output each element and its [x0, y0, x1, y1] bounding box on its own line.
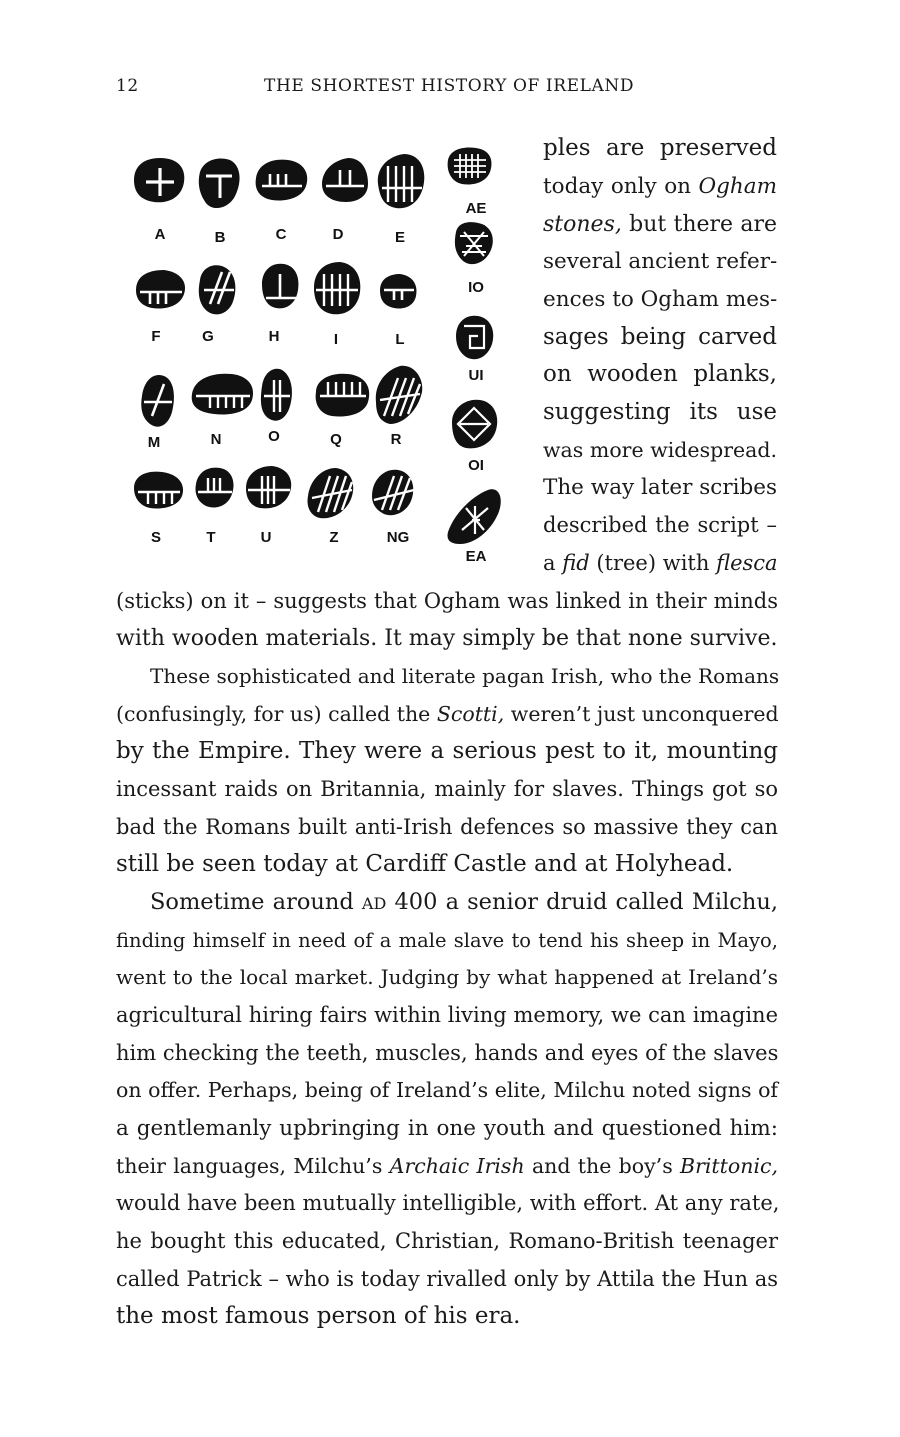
text-line: (sticks) on it – suggests that Ogham was linked in their minds	[116, 589, 778, 613]
ogham-label-d: D	[332, 226, 344, 243]
ogham-stone-h	[262, 264, 298, 309]
text-line: sages being carved	[543, 324, 777, 350]
text-line: was more widespread.	[543, 438, 777, 462]
text-line: bad the Romans built anti-Irish defences so massive they can	[116, 815, 778, 839]
ogham-stone-i	[314, 262, 360, 314]
ogham-stone-s	[134, 472, 183, 509]
ogham-label-b: B	[214, 229, 226, 246]
ogham-stones-illustration	[126, 140, 526, 580]
ogham-stone-ui	[456, 316, 493, 360]
text-line: incessant raids on Britannia, mainly for slaves. Things got so	[116, 777, 778, 801]
text-line: by the Empire. They were a serious pest to it, mounting	[116, 738, 778, 764]
text-line: The way later scribes	[543, 475, 777, 500]
text-line: suggesting its use	[543, 399, 777, 425]
ogham-stone-q	[316, 374, 370, 417]
text-line: (confusingly, for us) called the Scotti, weren’t just unconquered	[116, 702, 779, 726]
ogham-label-ea: EA	[465, 548, 487, 565]
ogham-label-u: U	[260, 529, 272, 546]
ogham-label-m: M	[147, 434, 161, 451]
ogham-stone-b	[199, 159, 240, 209]
ogham-label-ng: NG	[386, 529, 410, 546]
ogham-stone-io	[455, 222, 493, 264]
ogham-stone-a	[134, 158, 184, 202]
text-line: These sophisticated and literate pagan Irish, who the Romans	[150, 664, 780, 688]
text-line: ences to Ogham mes-	[543, 287, 778, 312]
text-line: would have been mutually intelligible, with effort. At any rate,	[116, 1191, 780, 1215]
ogham-label-e: E	[394, 229, 406, 246]
ogham-label-s: S	[150, 529, 162, 546]
ogham-stone-o	[261, 369, 292, 421]
text-line: described the script –	[543, 513, 777, 537]
ogham-label-l: L	[395, 331, 405, 348]
ogham-label-t: T	[206, 529, 216, 546]
ogham-label-n: N	[210, 431, 222, 448]
ogham-stone-ng	[372, 470, 414, 515]
ogham-stone-m	[141, 375, 174, 427]
ogham-stone-e	[378, 154, 425, 208]
ogham-label-c: C	[275, 226, 287, 243]
text-line: a gentlemanly upbringing in one youth and questioned him:	[116, 1116, 778, 1141]
ogham-alphabet-figure	[126, 140, 526, 580]
ogham-stone-d	[322, 158, 368, 202]
text-line: called Patrick – who is today rivalled only by Attila the Hun as	[116, 1267, 778, 1291]
text-line: on wooden planks,	[543, 361, 777, 387]
ogham-stone-f	[136, 270, 185, 308]
ogham-stone-r	[376, 366, 422, 424]
ogham-stone-ae	[448, 148, 492, 185]
text-line: today only on Ogham	[543, 174, 777, 199]
ogham-label-f: F	[151, 328, 161, 345]
text-line: still be seen today at Cardiff Castle and at Holyhead.	[116, 851, 734, 877]
ogham-label-oi: OI	[468, 457, 484, 474]
text-line: their languages, Milchu’s Archaic Irish and the boy’s Brittonic,	[116, 1154, 778, 1178]
text-line: several ancient refer-	[543, 249, 778, 274]
ogham-label-h: H	[268, 328, 280, 345]
running-title: THE SHORTEST HISTORY OF IRELAND	[264, 76, 635, 96]
ogham-label-a: A	[154, 226, 166, 243]
text-line: stones, but there are	[543, 212, 777, 237]
ogham-label-o: O	[268, 428, 280, 445]
text-line: he bought this educated, Christian, Romano-British teenager	[116, 1229, 778, 1253]
page-header	[116, 76, 776, 100]
text-line: with wooden materials. It may simply be that none survive.	[116, 626, 778, 651]
ogham-stone-c	[256, 160, 308, 201]
ogham-label-g: G	[202, 328, 214, 345]
text-line: a fid (tree) with flesca	[543, 551, 778, 575]
ogham-stone-z	[308, 468, 354, 518]
text-line: the most famous person of his era.	[116, 1303, 521, 1329]
ogham-label-q: Q	[330, 431, 342, 448]
text-line: went to the local market. Judging by what happened at Ireland’s	[116, 965, 778, 989]
text-line: Sometime around ad 400 a senior druid called Milchu,	[150, 889, 778, 915]
ogham-label-ui: UI	[468, 367, 484, 384]
ogham-label-z: Z	[329, 529, 339, 546]
ogham-stone-oi	[452, 400, 497, 449]
ogham-stone-t	[195, 468, 233, 508]
text-line: on offer. Perhaps, being of Ireland’s elite, Milchu noted signs of	[116, 1078, 778, 1102]
ogham-label-io: IO	[468, 279, 484, 296]
ogham-stone-n	[192, 374, 253, 415]
ogham-label-i: I	[333, 331, 339, 348]
text-line: finding himself in need of a male slave to tend his sheep in Mayo,	[116, 929, 778, 952]
ogham-stone-l	[380, 274, 416, 309]
ogham-stone-g	[199, 265, 236, 314]
text-line: agricultural hiring fairs within living memory, we can imagine	[116, 1003, 778, 1027]
text-line: him checking the teeth, muscles, hands and eyes of the slaves	[116, 1041, 779, 1065]
ogham-label-r: R	[390, 431, 402, 448]
ogham-stone-ea	[448, 489, 501, 544]
page-number: 12	[116, 76, 139, 96]
ogham-stone-u	[246, 466, 291, 508]
ogham-label-ae: AE	[465, 200, 487, 217]
text-line: ples are preserved	[543, 135, 777, 161]
